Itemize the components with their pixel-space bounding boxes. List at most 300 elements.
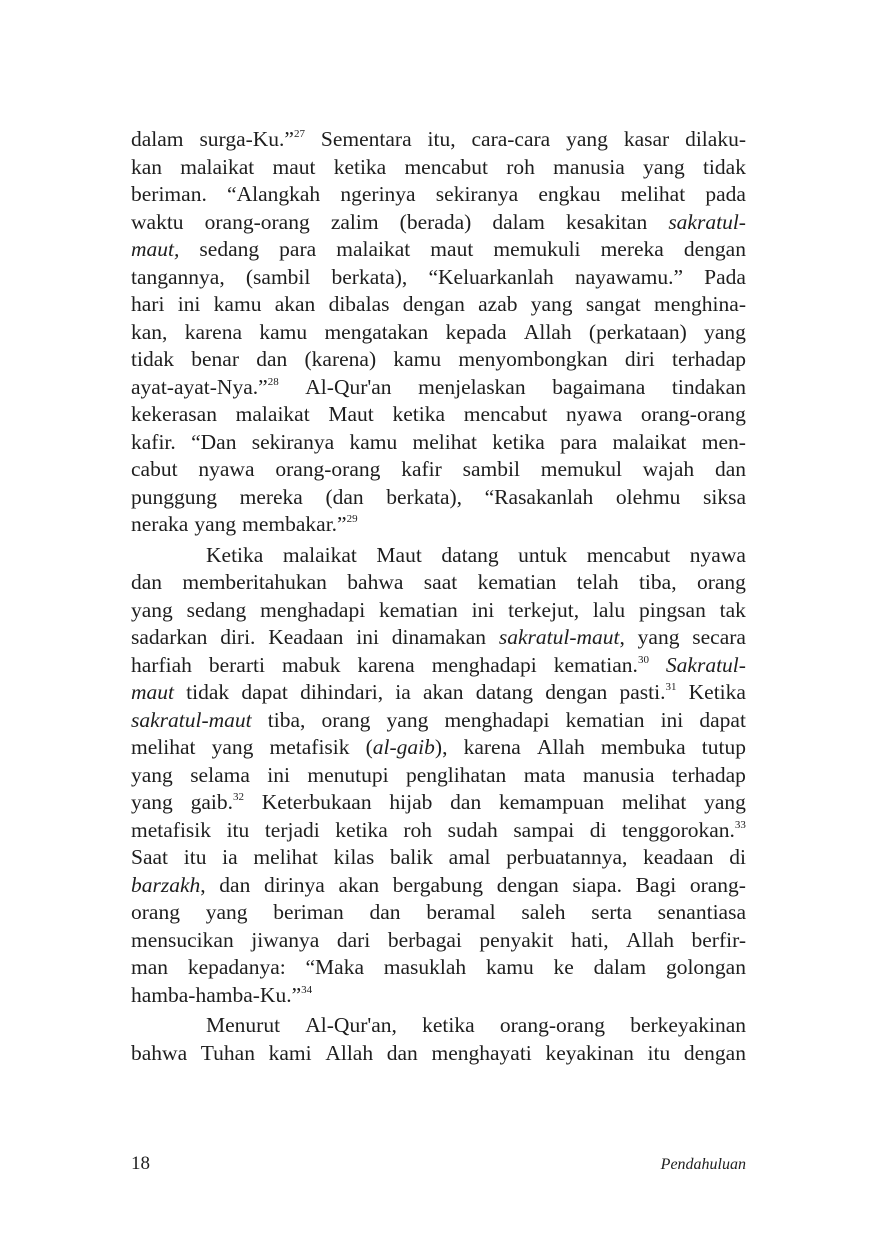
word: yang xyxy=(131,790,173,814)
word: dapat xyxy=(699,707,746,732)
text-line xyxy=(131,374,746,402)
word: itu, xyxy=(427,127,456,151)
word: Allah xyxy=(325,1040,374,1065)
word: dan xyxy=(450,790,482,814)
word: saleh xyxy=(521,900,566,924)
word: kafir. xyxy=(131,429,176,454)
word: dengan xyxy=(683,237,746,261)
text-line xyxy=(131,511,746,539)
word: menghadapi xyxy=(260,597,366,622)
text-line xyxy=(131,429,746,457)
footnote-marker[interactable]: 30 xyxy=(637,653,649,666)
running-title: Pendahuluan xyxy=(660,1156,746,1173)
word: membuka xyxy=(600,735,686,759)
word: dari xyxy=(336,927,371,952)
word: itu xyxy=(226,817,250,842)
word: saat xyxy=(423,570,458,594)
word: kamu xyxy=(393,347,442,371)
word: di xyxy=(589,817,607,842)
word: mensucikan xyxy=(131,927,234,952)
word: pada xyxy=(705,182,746,206)
text-line xyxy=(131,569,746,597)
text-line xyxy=(131,484,746,512)
word: telah xyxy=(576,570,619,594)
word: orang xyxy=(321,707,371,732)
word: tangannya, xyxy=(131,264,225,289)
text-line xyxy=(131,844,746,872)
word: penglihatan xyxy=(405,762,507,787)
text-line xyxy=(131,291,746,319)
word: amal xyxy=(448,845,491,869)
word: para xyxy=(279,237,317,261)
word: mengatakan xyxy=(324,319,429,344)
word: akan xyxy=(274,292,316,316)
word: (sambil xyxy=(245,264,311,289)
word: orang-orang xyxy=(275,457,381,481)
word: mereka xyxy=(239,484,303,509)
word: karena xyxy=(184,319,243,344)
word: masuklah xyxy=(383,955,467,979)
text-line xyxy=(131,236,746,264)
word: jiwanya xyxy=(251,927,320,952)
word: nyawa xyxy=(198,457,255,481)
word: tiba, xyxy=(267,707,306,732)
word: orang-orang xyxy=(499,1013,605,1037)
word: dan xyxy=(714,457,746,481)
word: malaikat xyxy=(235,402,310,426)
word: dan xyxy=(219,872,251,897)
word: zalim xyxy=(330,209,379,234)
word: maut xyxy=(131,680,174,704)
word: melihat xyxy=(412,429,477,454)
word: Maut xyxy=(328,402,374,426)
text-line xyxy=(131,624,746,652)
word: orang-orang xyxy=(640,402,746,426)
word: Keadaan xyxy=(268,625,344,649)
word: ketika xyxy=(333,154,387,179)
word: beramal xyxy=(426,900,496,924)
word: kematian xyxy=(565,707,645,732)
word: olehmu xyxy=(615,484,681,509)
word: metafisik xyxy=(269,735,350,759)
word: mata xyxy=(523,762,566,787)
word: menutupi xyxy=(307,762,389,787)
word: man xyxy=(131,955,169,979)
word: akan xyxy=(422,680,464,704)
footnote-marker[interactable]: 33 xyxy=(734,818,746,831)
word: menghadapi xyxy=(444,707,550,732)
text-line xyxy=(131,1040,746,1068)
word: sangat xyxy=(585,292,641,316)
word: nyawa xyxy=(566,402,623,426)
word: yang xyxy=(566,127,608,151)
footnote-marker[interactable]: 31 xyxy=(665,681,677,693)
word: kematian xyxy=(378,597,458,622)
word: mabuk xyxy=(281,652,341,677)
word: berkata), xyxy=(331,264,408,289)
word: Allah xyxy=(523,319,572,344)
word: ini xyxy=(471,597,495,622)
word: kami xyxy=(268,1040,312,1065)
word: “Dan xyxy=(191,429,237,454)
word: sakratul-maut, xyxy=(498,625,625,649)
footnote-marker[interactable]: 28 xyxy=(267,375,279,388)
word: dan xyxy=(369,900,401,924)
word: berbagai xyxy=(387,927,462,952)
word: sedang xyxy=(186,597,247,622)
word: sekiranya xyxy=(435,182,519,206)
word: berarti xyxy=(208,652,265,677)
word: cabut xyxy=(131,457,178,481)
word: dengan xyxy=(683,1040,746,1065)
word: secara xyxy=(692,625,746,649)
word: datang xyxy=(475,680,534,704)
word: surga-Ku.”$^{27}$ xyxy=(199,127,305,151)
text-line xyxy=(131,1012,746,1040)
word: berkeyakinan xyxy=(630,1013,746,1037)
word: para xyxy=(560,429,598,454)
word: ini xyxy=(177,292,201,316)
word: cara-cara xyxy=(471,127,551,151)
word: ketika xyxy=(392,402,446,426)
word: nayawamu.” xyxy=(574,264,683,289)
word: dengan xyxy=(402,292,465,316)
word: ketika xyxy=(422,1013,475,1037)
word: yang xyxy=(637,625,680,649)
word: balik xyxy=(389,845,433,869)
word: Ketika xyxy=(206,542,264,567)
word: beriman xyxy=(273,900,344,924)
word: kamu xyxy=(213,292,262,316)
text-line xyxy=(131,734,746,762)
word: berkata), xyxy=(386,484,463,509)
word: dengan xyxy=(545,680,608,704)
word: azab xyxy=(478,292,518,316)
word: “Maka xyxy=(305,955,364,979)
word: keyakinan xyxy=(545,1040,634,1065)
word: tidak xyxy=(702,154,746,179)
text-line xyxy=(131,456,746,484)
word: terhadap xyxy=(671,762,746,787)
word: yang xyxy=(704,319,746,344)
word: berfir- xyxy=(691,927,746,952)
word: Al-Qur'an xyxy=(305,374,392,399)
word: kan xyxy=(131,154,163,179)
text-line xyxy=(131,181,746,209)
word: kekerasan xyxy=(131,402,217,426)
word: dan xyxy=(131,570,163,594)
word: tenggorokan.$^{33}$ xyxy=(622,817,746,842)
word: orang- xyxy=(689,872,746,897)
word: sambil xyxy=(462,457,520,481)
text-line xyxy=(131,954,746,982)
word: kan, xyxy=(131,319,168,344)
page-number: 18 xyxy=(131,1153,150,1174)
word: (berada) xyxy=(399,209,472,234)
word: dihindari, xyxy=(300,680,384,704)
word: wajah xyxy=(642,457,695,481)
word: mereka xyxy=(600,237,664,261)
word: selama xyxy=(190,762,250,787)
word: hari xyxy=(131,292,165,316)
text-line xyxy=(131,762,746,790)
word: dalam xyxy=(593,955,647,979)
word: kamu xyxy=(349,429,398,454)
word: maut xyxy=(272,154,316,179)
text-line xyxy=(131,126,746,154)
word: akan xyxy=(338,872,380,897)
word: yang xyxy=(131,762,173,787)
word: kamu xyxy=(259,319,308,344)
word: ketika xyxy=(335,817,388,842)
word: kilas xyxy=(333,845,375,869)
word: kematian.$^{30}$ xyxy=(553,652,649,677)
word: menjelaskan xyxy=(418,374,526,399)
word: men- xyxy=(701,429,746,454)
word: tidak xyxy=(131,347,174,371)
word: punggung xyxy=(131,484,217,509)
word: yang xyxy=(131,597,173,622)
text-line xyxy=(131,707,746,735)
word: sampai xyxy=(513,817,575,842)
word: tiba, xyxy=(638,570,677,594)
word: terkejut, xyxy=(508,597,580,622)
word: manusia xyxy=(553,154,625,179)
word: yang xyxy=(704,790,746,814)
word: memukul xyxy=(540,457,622,481)
text-line xyxy=(131,319,746,347)
word: membakar.”$^{29}$ xyxy=(242,512,358,536)
word: terhadap xyxy=(671,347,746,371)
word: Sakratul- xyxy=(665,652,746,677)
word: keadaan xyxy=(643,845,714,869)
word: dinamakan xyxy=(391,625,487,649)
word: bergabung xyxy=(392,872,484,897)
word: Maut xyxy=(376,542,422,567)
word: Bagi xyxy=(635,872,677,897)
word: benar xyxy=(191,347,239,371)
word: gaib.$^{32}$ xyxy=(190,790,244,814)
word: dalam xyxy=(131,127,184,151)
word: dirinya xyxy=(263,872,325,897)
word: karena xyxy=(357,652,415,677)
footnote-marker[interactable]: 34 xyxy=(301,983,313,996)
word: itu xyxy=(183,845,207,869)
word: kepadanya: xyxy=(187,955,286,979)
text-line xyxy=(131,927,746,955)
text-line xyxy=(131,679,746,707)
word: ia xyxy=(395,680,411,704)
word: malaikat xyxy=(336,237,411,261)
text-line xyxy=(131,789,746,817)
text-line xyxy=(131,872,746,900)
word: melihat xyxy=(253,845,318,869)
text-line xyxy=(131,652,746,680)
word: pingsan xyxy=(638,597,706,622)
word: dengan xyxy=(496,872,559,897)
word: orang xyxy=(131,900,180,924)
text-line xyxy=(131,264,746,292)
word: Allah xyxy=(536,735,585,759)
page-footer xyxy=(131,1153,746,1177)
word: dapat xyxy=(241,680,288,704)
word: barzakh, xyxy=(131,872,206,897)
word: lalu xyxy=(592,597,626,622)
word: melihat xyxy=(620,182,686,206)
word: engkau xyxy=(538,182,601,206)
text-line xyxy=(131,346,746,374)
word: menghadapi xyxy=(431,652,537,677)
paragraph xyxy=(131,542,746,1010)
word: ngerinya xyxy=(340,182,416,206)
word: Sementara xyxy=(320,127,412,151)
word: kamu xyxy=(485,955,534,979)
word: sudah xyxy=(447,817,498,842)
word: manusia xyxy=(582,762,655,787)
word: yang xyxy=(205,900,248,924)
word: (perkataan) xyxy=(588,319,687,344)
word: malaikat xyxy=(612,429,687,454)
word: Allah xyxy=(626,927,674,952)
footnote-marker[interactable]: 27 xyxy=(293,128,305,140)
word: dan xyxy=(386,1040,418,1065)
word: ini xyxy=(356,625,379,649)
word: senantiasa xyxy=(657,900,746,924)
word: maut, xyxy=(131,237,180,261)
word: penyakit xyxy=(479,927,554,952)
word: “Alangkah xyxy=(227,182,321,206)
word: nyawa xyxy=(689,542,746,567)
text-line xyxy=(131,899,746,927)
word: mencabut xyxy=(404,154,489,179)
text-line xyxy=(131,209,746,237)
word: perbuatannya, xyxy=(506,845,628,869)
text-line xyxy=(131,597,746,625)
word: “Keluarkanlah xyxy=(428,264,554,289)
word: tidak xyxy=(186,680,230,704)
word: diri xyxy=(624,347,655,371)
body-text xyxy=(131,126,746,1067)
word: tindakan xyxy=(671,374,746,399)
word: “Rasakanlah xyxy=(484,484,594,509)
word: kemampuan xyxy=(499,790,605,814)
word: harfiah xyxy=(131,652,192,677)
word: waktu xyxy=(131,209,184,234)
word: yang xyxy=(386,707,429,732)
word: neraka xyxy=(131,512,189,536)
word: terjadi xyxy=(264,817,320,842)
word: melihat xyxy=(621,790,687,814)
word: malaikat xyxy=(282,542,357,567)
word: malaikat xyxy=(180,154,255,179)
word: kesakitan xyxy=(566,209,648,234)
word: yang xyxy=(642,154,685,179)
word: (dan xyxy=(325,484,364,509)
word: menyombongkan xyxy=(458,347,608,371)
word: Saat xyxy=(131,845,169,869)
word: untuk xyxy=(518,542,568,567)
word: tak xyxy=(719,597,746,622)
word: orang xyxy=(696,570,746,594)
word: bahwa xyxy=(347,570,404,594)
word: siksa xyxy=(702,484,746,509)
word: kasar xyxy=(623,127,670,151)
word: siapa. xyxy=(572,872,622,897)
word: ini xyxy=(660,707,684,732)
word: orang-orang xyxy=(204,209,310,234)
word: bagaimana xyxy=(552,374,646,399)
word: dalam xyxy=(492,209,545,234)
word: mencabut xyxy=(463,402,548,426)
word: melihat xyxy=(131,735,196,759)
paragraph xyxy=(131,126,746,539)
word: karena xyxy=(463,735,521,759)
word: yang xyxy=(530,292,573,316)
word: yang xyxy=(211,735,254,759)
word: sedang xyxy=(199,237,260,261)
word: Keterbukaan xyxy=(261,790,372,814)
word: mencabut xyxy=(586,542,671,567)
text-line xyxy=(131,982,746,1010)
word: kematian xyxy=(477,570,557,594)
word: Menurut xyxy=(206,1013,281,1037)
word: sadarkan xyxy=(131,625,208,649)
word: ini xyxy=(267,762,290,787)
word: ke xyxy=(553,955,574,979)
word: hijab xyxy=(389,790,433,814)
word: (karena) xyxy=(304,347,377,371)
word: tutup xyxy=(701,735,746,759)
word: dibalas xyxy=(328,292,390,316)
word: sakratul- xyxy=(668,209,746,234)
word: maut xyxy=(430,237,474,261)
word: serta xyxy=(591,900,632,924)
word: memukuli xyxy=(493,237,581,261)
word: metafisik xyxy=(131,817,212,842)
word: Al-Qur'an, xyxy=(305,1013,397,1037)
footnote-marker[interactable]: 32 xyxy=(232,791,244,803)
word: datang xyxy=(441,542,499,567)
word: golongan xyxy=(665,955,746,979)
text-line xyxy=(131,401,746,429)
word: sakratul-maut xyxy=(131,707,252,732)
word: roh xyxy=(506,154,535,179)
paragraph xyxy=(131,1012,746,1067)
word: dilaku- xyxy=(685,127,746,151)
text-line xyxy=(131,817,746,845)
word: ia xyxy=(222,845,238,869)
word: dan xyxy=(256,347,288,371)
word: hamba-hamba-Ku.”$^{34}$ xyxy=(131,982,313,1007)
word: beriman. xyxy=(131,182,207,206)
word: memberitahukan xyxy=(182,570,327,594)
text-line xyxy=(131,154,746,182)
word: ayat-ayat-Nya.”$^{28}$ xyxy=(131,374,279,399)
word: hati, xyxy=(571,927,609,952)
word: Ketika xyxy=(688,680,746,704)
word: (al-gaib), xyxy=(365,735,448,759)
word: kafir xyxy=(401,457,442,481)
text-line xyxy=(131,542,746,570)
word: pasti.$^{31}$ xyxy=(619,680,677,704)
footnote-marker[interactable]: 29 xyxy=(346,513,358,525)
word: roh xyxy=(403,817,433,842)
word: Tuhan xyxy=(200,1040,255,1065)
word: sekiranya xyxy=(251,429,335,454)
word: itu xyxy=(647,1040,671,1065)
word: menghayati xyxy=(431,1040,532,1065)
word: ketika xyxy=(492,429,545,454)
